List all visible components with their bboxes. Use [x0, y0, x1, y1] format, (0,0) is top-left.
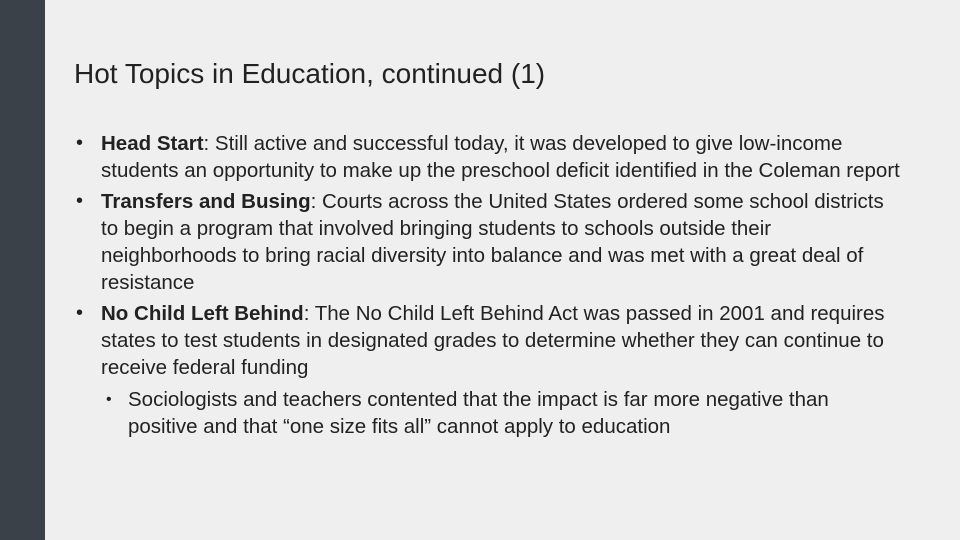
- bullet-list: [74, 130, 904, 444]
- bullet-text: : The No Child Left Behind Act was passed in 2001 and requires states to test students in designated grades to determine whether they can continue to receive federal funding: [101, 302, 885, 379]
- bullet-term: No Child Left Behind: [101, 302, 304, 325]
- sub-bullet-sociologists: [101, 386, 904, 440]
- bullet-dot-icon: •: [76, 302, 84, 324]
- bullet-transfers-busing: [74, 188, 904, 296]
- bullet-term: Transfers and Busing: [101, 190, 311, 213]
- bullet-dot-icon: •: [76, 190, 84, 212]
- bullet-head-start: [74, 130, 904, 184]
- bullet-text: : Still active and successful today, it was developed to give low-income students an opportunity to make up the preschool deficit identified in the Coleman report: [101, 132, 900, 182]
- sub-bullet-list: [101, 386, 904, 440]
- bullet-term: Head Start: [101, 132, 204, 155]
- sub-bullet-text: Sociologists and teachers contented that the impact is far more negative than positive and that “one size fits all” cannot apply to education: [128, 388, 829, 438]
- sub-bullet-dot-icon: •: [106, 391, 112, 408]
- bullet-no-child-left-behind: [74, 300, 904, 440]
- bullet-text: : Courts across the United States ordered some school districts to begin a program that involved bringing students to schools outside their neighborhoods to bring racial diversity into balance and was met with a great deal of resistance: [101, 190, 884, 294]
- slide-title: Hot Topics in Education, continued (1): [74, 58, 546, 89]
- bullet-dot-icon: •: [76, 132, 84, 154]
- left-accent-bar: [0, 0, 45, 540]
